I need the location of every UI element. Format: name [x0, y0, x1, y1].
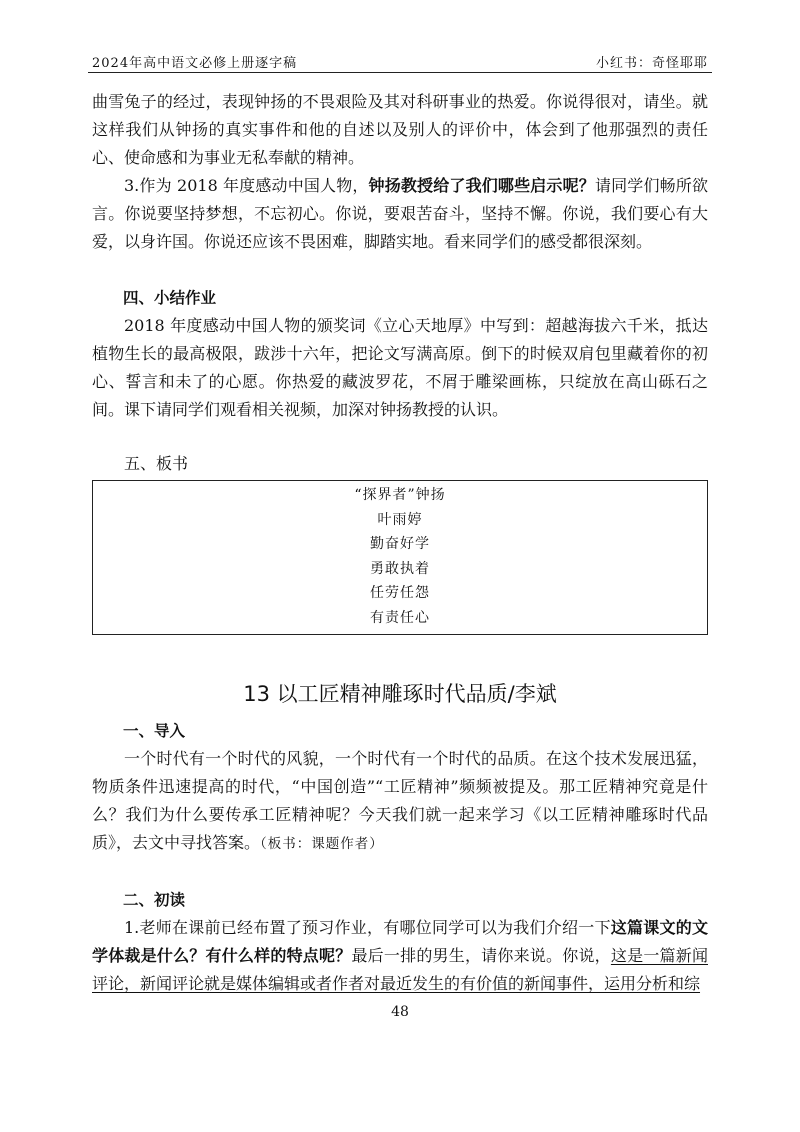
lesson-title: 13 以工匠精神雕琢时代品质/李斌: [243, 682, 557, 706]
page-header: [88, 48, 712, 73]
intro-body: 一个时代有一个时代的风貌，一个时代有一个时代的品质。在这个技术发展迅猛，物质条件迅速提高的时代，“中国创造”“工匠精神”频频被提及。那工匠精神究竟是什么？我们为什么要传承工匠精神呢？今天我们就一起来学习《以工匠精神雕琢时代品质》，去文中寻找答案。: [92, 749, 708, 852]
section-5-heading: 五、板书: [124, 454, 189, 473]
header-left-title: 2024年高中语文必修上册逐字稿: [92, 56, 298, 71]
board-line: 勤奋好学: [370, 536, 430, 552]
page-number: 48: [391, 1004, 409, 1020]
paragraph-continuation: 曲雪兔子的经过，表现钟扬的不畏艰险及其对科研事业的热爱。你说得很对，请坐。就这样我们从钟扬的真实事件和他的自述以及别人的评价中，体会到了他那强烈的责任心、使命感和为事业无私奉献的精神。: [92, 92, 708, 167]
intro-heading: 一、导入: [123, 722, 186, 740]
page-content: [92, 88, 708, 998]
q1-bold-question: 这篇课文的文学体裁是什么？有什么样的特点呢？: [92, 918, 708, 965]
q1-middle: 最后一排的男生，请你来说。你说，: [351, 946, 611, 965]
header-right-source: 小红书：奇怪耶耶: [595, 56, 708, 71]
q3-text: 请同学们畅所欲言。你说要坚持梦想，不忘初心。你说，要艰苦奋斗，坚持不懈。你说，我们要心有大爱，以身许国。你说还应该不畏困难，脚踏实地。看来同学们的感受都很深刻。: [92, 176, 708, 251]
board-line: 叶雨婷: [377, 511, 423, 528]
board-line: 勇敢执着: [370, 560, 430, 577]
question-1-paragraph: [92, 914, 708, 998]
q3-prefix: 3.作为 2018 年度感动中国人物，: [124, 176, 369, 195]
q1-underlined-answer: 这是一篇新闻评论，新闻评论就是媒体编辑或者作者对最近发生的有价值的新闻事件，运用分析和综: [92, 946, 708, 993]
blackboard-box: [92, 480, 708, 635]
first-reading-heading: 二、初读: [123, 891, 186, 909]
board-line: 任劳任怨: [370, 585, 430, 601]
section-4-text: 2018 年度感动中国人物的颁奖词《立心天地厚》中写到：超越海拔六千米，抵达植物生长的最高极限，跋涉十六年，把论文写满高原。倒下的时候双肩包里藏着你的初心、誓言和未了的心愿。你热爱的藏波罗花，不屑于雕梁画栋，只绽放在高山砾石之间。课下请同学们观看相关视频，加深对钟扬教授的认识。: [92, 316, 708, 419]
question-3-paragraph: [92, 172, 708, 256]
intro-board-note: （板书：课题作者）: [260, 836, 384, 852]
board-line: “探界者”钟扬: [354, 487, 446, 503]
section-4-heading: 四、小结作业: [123, 289, 217, 307]
intro-text: [92, 745, 708, 858]
board-line: 有责任心: [370, 609, 430, 626]
q3-bold-question: 钟扬教授给了我们哪些启示呢？: [368, 176, 595, 195]
q1-prefix: 1.老师在课前已经布置了预习作业，有哪位同学可以为我们介绍一下: [124, 918, 611, 937]
